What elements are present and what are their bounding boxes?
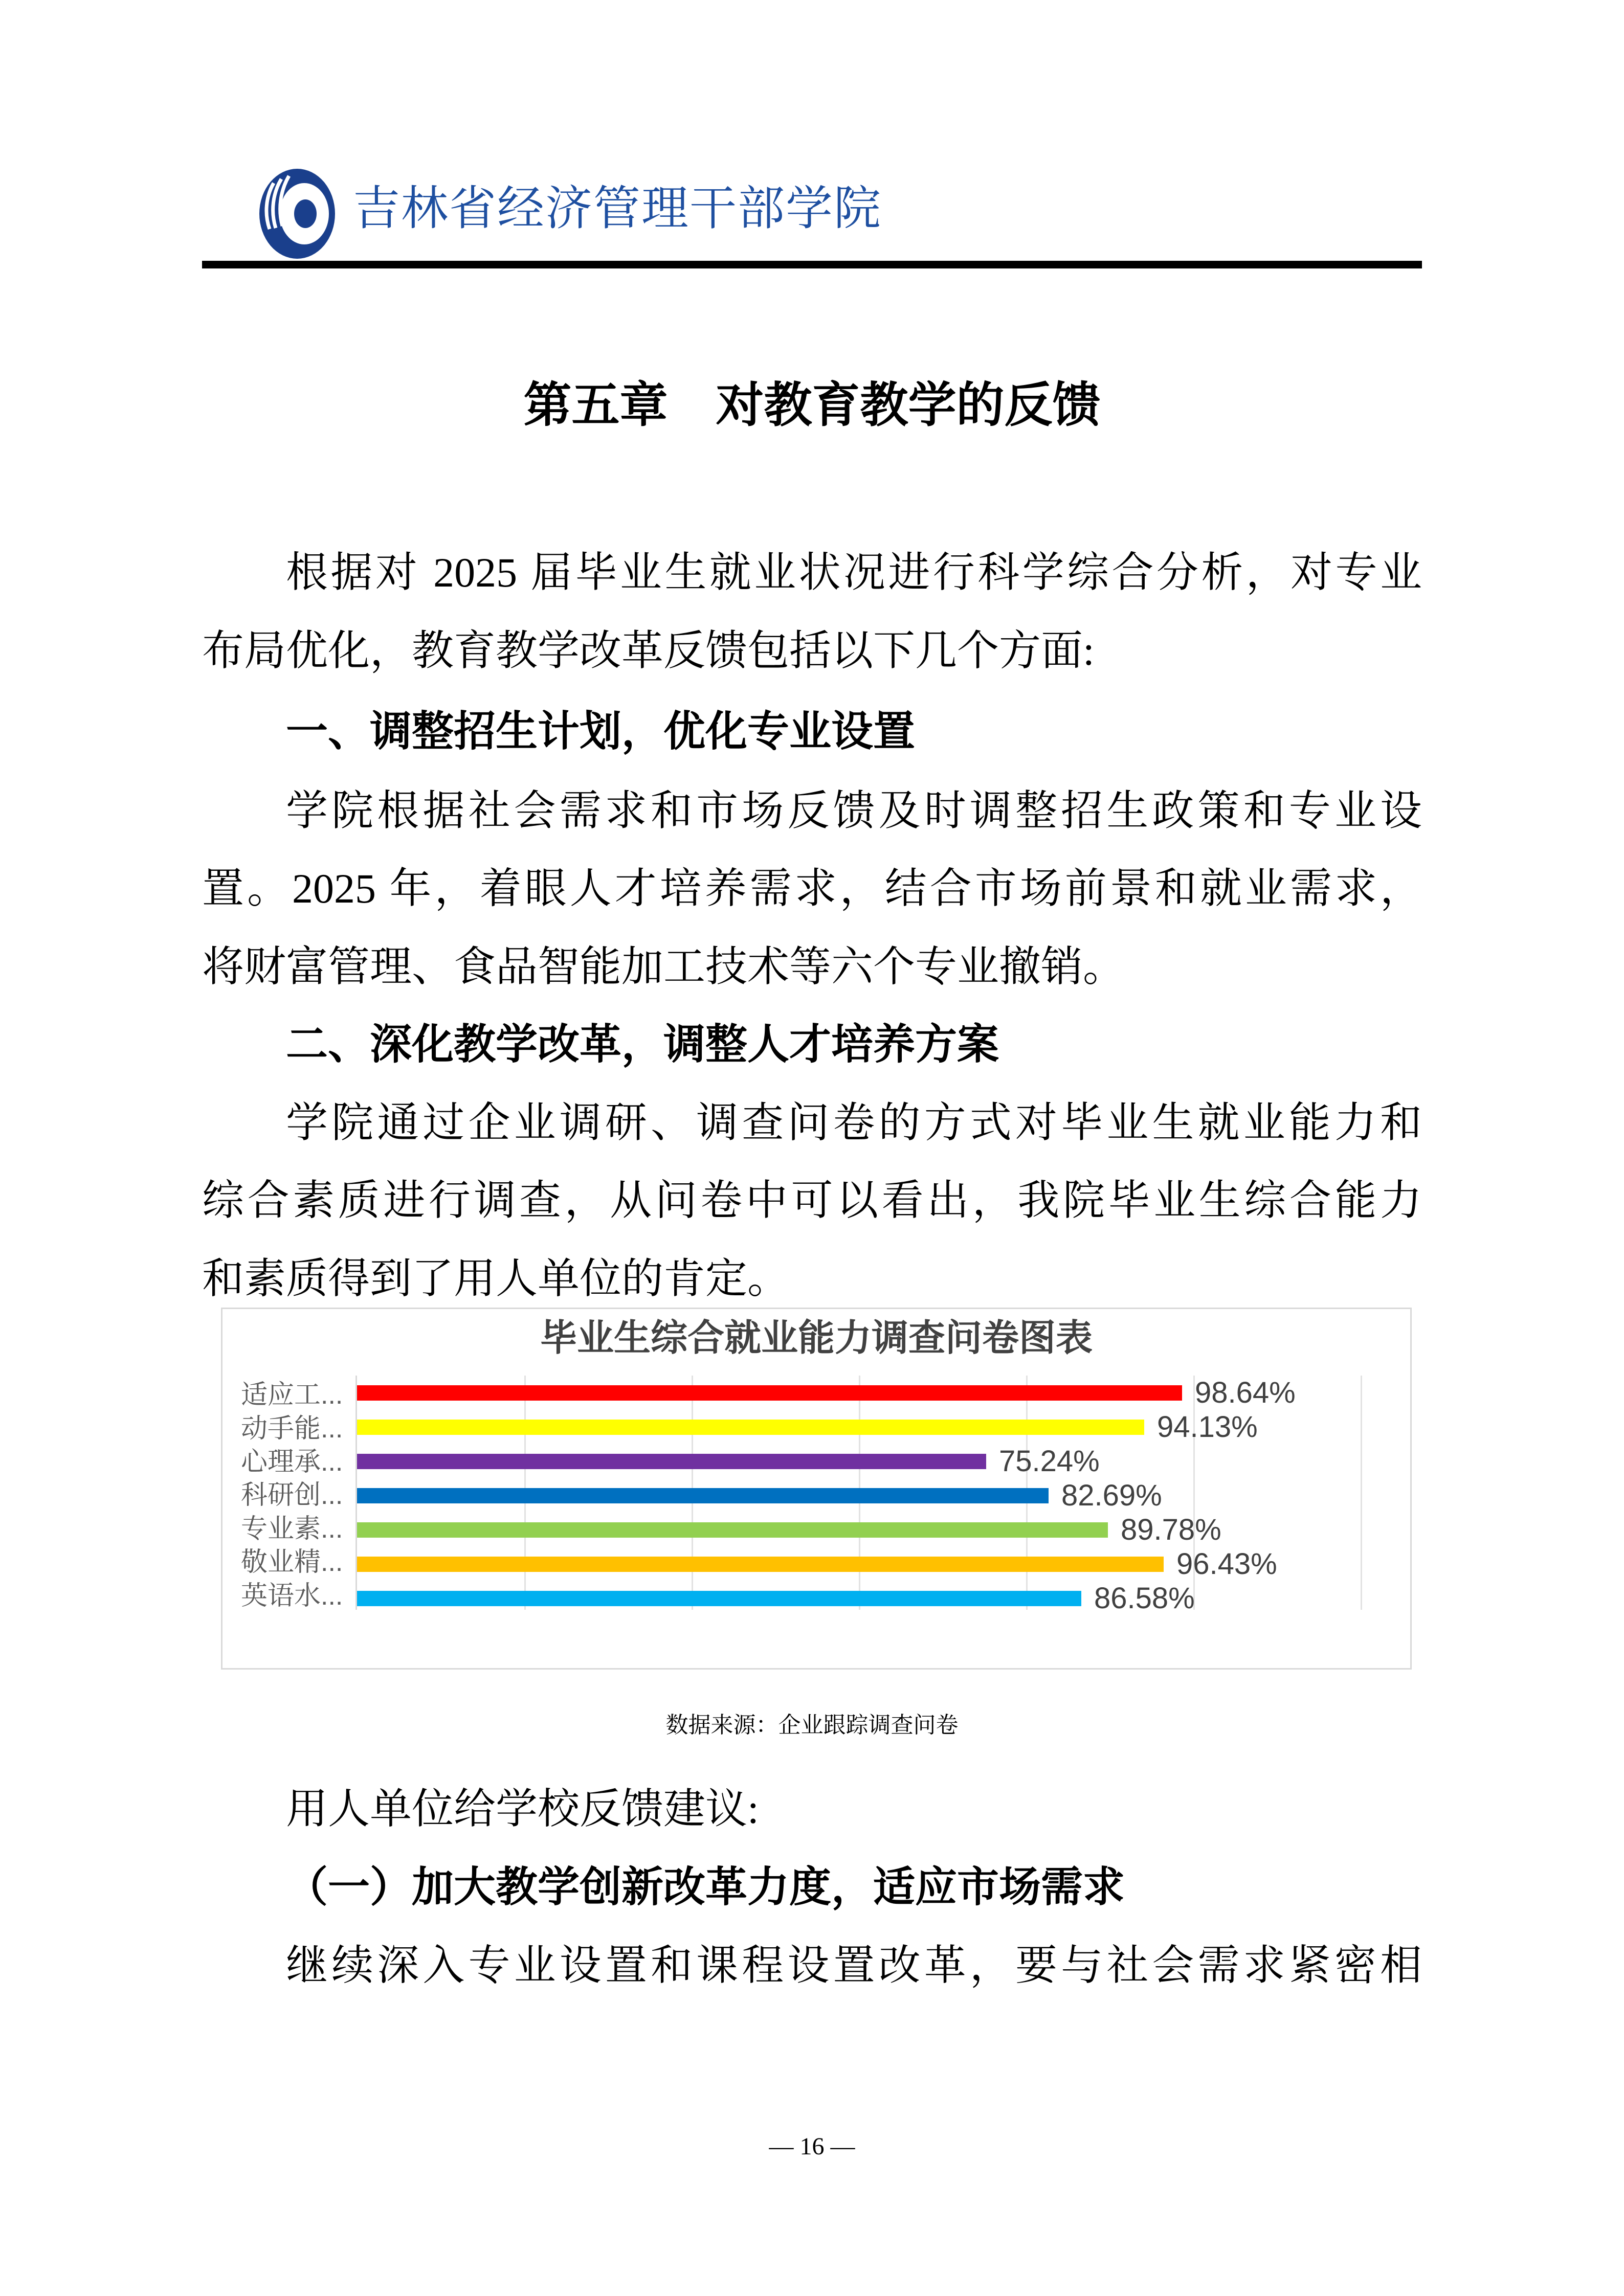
category-label: 英语水...	[241, 1581, 343, 1610]
bar-english	[357, 1591, 1081, 1606]
employability-survey-chart	[221, 1308, 1412, 1670]
section-heading-2: 二、深化教学改革，调整人才培养方案	[286, 1021, 999, 1068]
chapter-title: 第五章 对教育教学的反馈	[523, 378, 1101, 432]
bar-dedication	[357, 1557, 1164, 1572]
bar-value-label: 94.13%	[1157, 1410, 1258, 1444]
chart-category-labels	[241, 1376, 355, 1610]
bar-row	[357, 1581, 1403, 1615]
chart-bars	[357, 1376, 1403, 1615]
paragraph-line: 将财富管理、食品智能加工技术等六个专业撤销。	[202, 943, 1125, 990]
bar-row	[357, 1410, 1403, 1444]
category-label: 专业素...	[241, 1514, 343, 1543]
category-label: 动手能...	[241, 1413, 343, 1443]
bar-value-label: 86.58%	[1094, 1582, 1195, 1615]
category-label: 科研创...	[241, 1480, 343, 1510]
paragraph-line: 继续深入专业设置和课程设置改革，要与社会需求紧密相	[286, 1942, 1422, 1989]
bar-value-label: 89.78%	[1121, 1513, 1221, 1546]
chart-title: 毕业生综合就业能力调查问卷图表	[540, 1318, 1093, 1359]
category-label: 适应工...	[241, 1380, 343, 1409]
college-logo-icon	[258, 168, 336, 260]
paragraph-line: 学院通过企业调研、调查问卷的方式对毕业生就业能力和	[286, 1099, 1422, 1146]
chart-plot-area	[355, 1376, 1403, 1615]
paragraph-line: 综合素质进行调查，从问卷中可以看出，我院毕业生综合能力	[202, 1177, 1422, 1224]
bar-row	[357, 1513, 1403, 1547]
category-label: 敬业精...	[241, 1547, 343, 1577]
bar-row	[357, 1478, 1403, 1513]
bar-row	[357, 1547, 1403, 1581]
paragraph-line: 学院根据社会需求和市场反馈及时调整招生政策和专业设	[286, 787, 1422, 834]
paragraph-line: 根据对 2025 届毕业生就业状况进行科学综合分析，对专业	[286, 549, 1422, 596]
paragraph-line: 和素质得到了用人单位的肯定。	[202, 1255, 790, 1302]
paragraph-line: 布局优化，教育教学改革反馈包括以下几个方面:	[202, 627, 1095, 674]
bar-professional	[357, 1522, 1108, 1538]
header-divider	[202, 261, 1422, 268]
section-heading-1: 一、调整招生计划，优化专业设置	[286, 708, 916, 755]
bar-research	[357, 1488, 1049, 1503]
page-number: — 16 —	[769, 2133, 855, 2160]
bar-row	[357, 1444, 1403, 1478]
paragraph-line: 用人单位给学校反馈建议:	[286, 1786, 759, 1832]
bar-row	[357, 1376, 1403, 1410]
bar-hands-on	[357, 1420, 1144, 1435]
paragraph-line: 置。2025 年，着眼人才培养需求，结合市场前景和就业需求，	[202, 865, 1422, 912]
sub-heading-1: （一）加大教学创新改革力度，适应市场需求	[286, 1864, 1125, 1910]
bar-value-label: 82.69%	[1061, 1479, 1162, 1512]
bar-value-label: 98.64%	[1195, 1376, 1296, 1409]
category-label: 心理承...	[241, 1447, 343, 1476]
chart-source-caption: 数据来源：企业跟踪调查问卷	[665, 1713, 959, 1738]
bar-value-label: 75.24%	[999, 1445, 1100, 1478]
bar-psychological	[357, 1454, 986, 1469]
college-name: 吉林省经济管理干部学院	[353, 183, 882, 235]
bar-value-label: 96.43%	[1176, 1547, 1277, 1581]
bar-adaptability	[357, 1385, 1182, 1401]
